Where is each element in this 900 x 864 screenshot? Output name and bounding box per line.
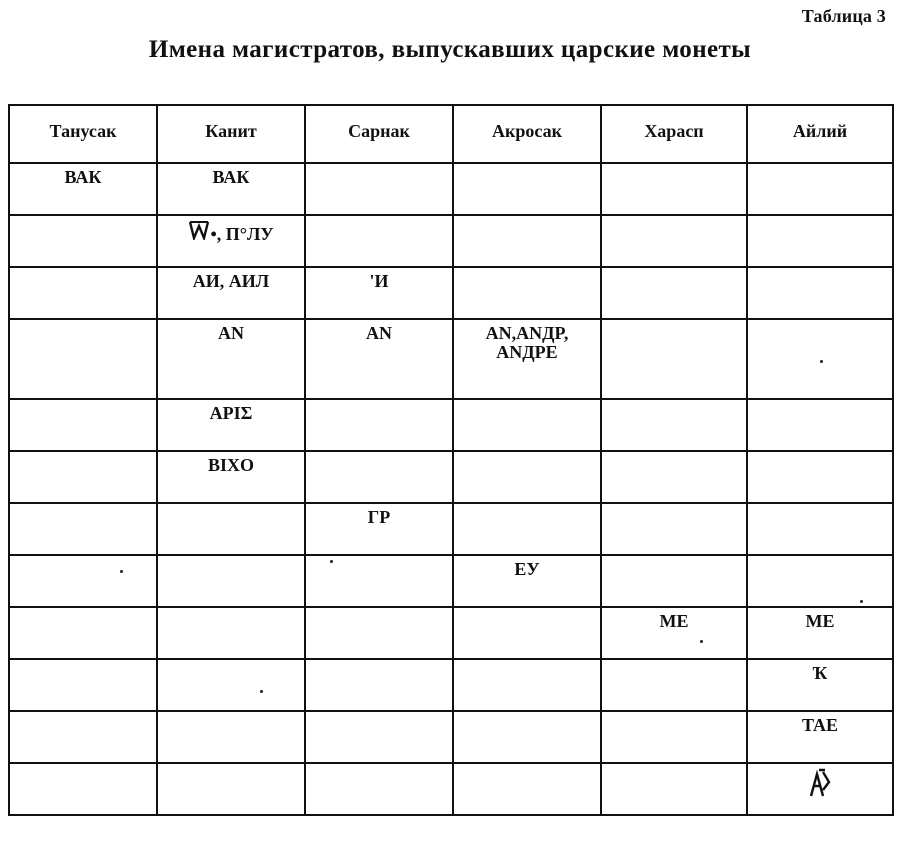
table-cell <box>747 215 893 267</box>
table-cell <box>453 711 601 763</box>
table-cell <box>305 555 453 607</box>
table-cell <box>601 215 747 267</box>
table-cell <box>453 399 601 451</box>
table-cell <box>157 215 305 267</box>
table-cell <box>453 659 601 711</box>
column-header: Акросак <box>453 105 601 163</box>
magistrate-name: АИ, АИЛ <box>192 271 270 291</box>
table-cell <box>157 319 305 399</box>
table-cell <box>305 267 453 319</box>
table-cell <box>157 399 305 451</box>
table-cell <box>601 163 747 215</box>
table-cell <box>601 319 747 399</box>
table-number-label: Таблица 3 <box>801 6 886 26</box>
table-cell <box>601 711 747 763</box>
table-cell <box>747 163 893 215</box>
table-cell <box>601 399 747 451</box>
table-row <box>9 267 893 319</box>
table-cell <box>601 763 747 815</box>
magistrate-name: ЕУ <box>514 559 540 579</box>
table-header-row <box>9 105 893 163</box>
table-cell <box>601 451 747 503</box>
magistrates-table <box>8 104 894 816</box>
table-cell <box>157 763 305 815</box>
table-cell <box>9 607 157 659</box>
table-cell <box>747 555 893 607</box>
magistrate-name: Ҡ <box>812 663 828 683</box>
table-cell <box>601 555 747 607</box>
magistrate-name: ANДPE <box>496 342 558 362</box>
table-cell <box>747 503 893 555</box>
table-row <box>9 555 893 607</box>
table-cell <box>157 451 305 503</box>
magistrate-name: 'И <box>369 271 389 291</box>
table-cell <box>747 451 893 503</box>
table-cell <box>9 319 157 399</box>
magistrate-name: AN <box>366 323 392 343</box>
table-cell <box>157 163 305 215</box>
magistrate-name: МЕ <box>805 611 835 631</box>
table-cell <box>305 711 453 763</box>
table-cell <box>9 399 157 451</box>
column-header: Сарнак <box>305 105 453 163</box>
table-row <box>9 659 893 711</box>
magistrate-name: AN,ANДP, <box>485 323 569 343</box>
print-speck <box>330 560 333 563</box>
magistrate-name: ВАК <box>64 167 102 187</box>
table-cell <box>453 451 601 503</box>
table-cell <box>157 503 305 555</box>
table-cell <box>305 451 453 503</box>
table-row <box>9 163 893 215</box>
table-cell <box>305 399 453 451</box>
table-cell <box>157 267 305 319</box>
print-speck <box>120 570 123 573</box>
table-cell <box>453 503 601 555</box>
table-cell <box>747 607 893 659</box>
column-header: Айлий <box>747 105 893 163</box>
table-cell <box>9 503 157 555</box>
table-row <box>9 215 893 267</box>
table-cell <box>747 319 893 399</box>
table-cell <box>747 399 893 451</box>
magistrate-name: •, П°ЛУ <box>210 224 274 244</box>
print-speck <box>260 690 263 693</box>
magistrate-name: AN <box>218 323 244 343</box>
table-cell <box>601 267 747 319</box>
table-row <box>9 607 893 659</box>
table-cell <box>601 607 747 659</box>
table-cell <box>305 763 453 815</box>
table-cell <box>9 267 157 319</box>
table-cell <box>9 555 157 607</box>
table-row <box>9 399 893 451</box>
table-cell <box>9 763 157 815</box>
table-cell <box>305 503 453 555</box>
table-cell <box>9 711 157 763</box>
table-cell <box>305 319 453 399</box>
table-cell <box>453 763 601 815</box>
table-cell <box>453 607 601 659</box>
table-cell <box>453 319 601 399</box>
table-cell <box>9 659 157 711</box>
monogram-w-icon <box>188 220 210 243</box>
table-cell <box>453 163 601 215</box>
table-row <box>9 319 893 399</box>
column-header: Танусак <box>9 105 157 163</box>
table-cell <box>9 163 157 215</box>
magistrate-name: APIΣ <box>209 403 253 423</box>
table-cell <box>305 215 453 267</box>
column-header: Харасп <box>601 105 747 163</box>
table-cell <box>747 659 893 711</box>
table-cell <box>601 503 747 555</box>
monogram-ligature-icon <box>807 768 833 803</box>
table-cell <box>305 163 453 215</box>
table-row <box>9 503 893 555</box>
table-row <box>9 451 893 503</box>
table-cell <box>453 215 601 267</box>
table-cell <box>747 711 893 763</box>
page-title: Имена магистратов, выпускавших царские монеты <box>148 36 752 63</box>
table-cell <box>305 659 453 711</box>
print-speck <box>700 640 703 643</box>
magistrate-name: ТАЕ <box>801 715 839 735</box>
magistrate-name: BIXO <box>207 455 254 475</box>
column-header: Канит <box>157 105 305 163</box>
magistrate-name: ВАК <box>212 167 250 187</box>
table-cell <box>747 763 893 815</box>
table-cell <box>157 659 305 711</box>
table-row <box>9 711 893 763</box>
table-cell <box>601 659 747 711</box>
print-speck <box>860 600 863 603</box>
table-cell <box>157 607 305 659</box>
table-cell <box>747 267 893 319</box>
table-row <box>9 763 893 815</box>
table-cell <box>157 711 305 763</box>
magistrate-name: ΓР <box>367 507 391 527</box>
table-cell <box>453 555 601 607</box>
print-speck <box>820 360 823 363</box>
table-cell <box>9 451 157 503</box>
table-cell <box>453 267 601 319</box>
table-cell <box>157 555 305 607</box>
table-cell <box>305 607 453 659</box>
magistrate-name: МЕ <box>659 611 689 631</box>
table-cell <box>9 215 157 267</box>
